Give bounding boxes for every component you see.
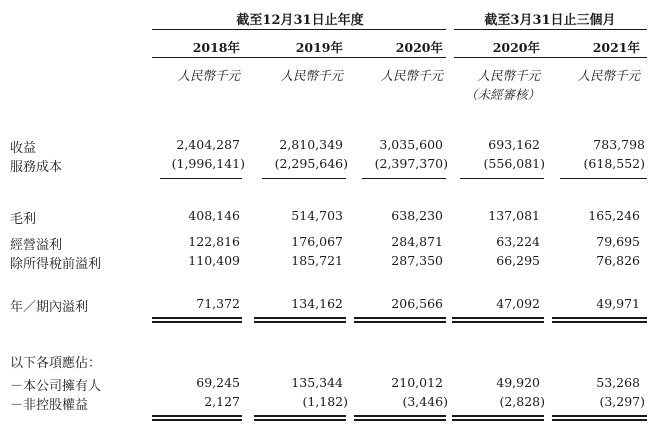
table-cell: 206,566 bbox=[391, 296, 443, 311]
row-label: －本公司擁有人 bbox=[10, 379, 102, 394]
total-double-rule bbox=[354, 419, 446, 421]
table-cell: 69,245 bbox=[196, 375, 240, 390]
total-double-rule bbox=[354, 317, 446, 319]
table-cell: 783,798 bbox=[593, 137, 645, 152]
table-cell: (1,182) bbox=[302, 394, 348, 409]
table-cell: (2,828) bbox=[499, 394, 545, 409]
section-label: 以下各項應佔： bbox=[10, 356, 102, 371]
total-double-rule bbox=[552, 419, 647, 421]
row-label: 經營溢利 bbox=[10, 238, 63, 253]
year-header: 2020年 bbox=[395, 40, 443, 55]
table-cell: 76,826 bbox=[596, 253, 640, 268]
table-cell: (2,397,370) bbox=[374, 156, 448, 171]
table-cell: 693,162 bbox=[488, 137, 540, 152]
table-cell: (3,297) bbox=[599, 394, 645, 409]
subtotal-rule bbox=[160, 178, 242, 179]
year-header: 2021年 bbox=[592, 40, 640, 55]
table-cell: 2,404,287 bbox=[176, 137, 240, 152]
table-cell: 176,067 bbox=[291, 234, 343, 249]
table-cell: 135,344 bbox=[291, 375, 343, 390]
total-double-rule bbox=[152, 419, 242, 421]
row-label: 毛利 bbox=[10, 212, 37, 227]
table-cell: 110,409 bbox=[188, 253, 240, 268]
total-double-rule bbox=[452, 415, 544, 417]
year-header: 2018年 bbox=[192, 40, 240, 55]
total-double-rule bbox=[152, 415, 242, 417]
table-cell: 47,092 bbox=[496, 296, 540, 311]
total-double-rule bbox=[254, 415, 346, 417]
unaudited-label: （未經審核） bbox=[464, 87, 540, 102]
table-cell: 53,268 bbox=[596, 375, 640, 390]
total-double-rule bbox=[152, 321, 242, 323]
table-cell: 408,146 bbox=[188, 208, 240, 223]
unit-label: 人民幣千元 bbox=[280, 68, 343, 83]
total-double-rule bbox=[452, 317, 544, 319]
table-cell: 185,721 bbox=[291, 253, 343, 268]
table-cell: 71,372 bbox=[196, 296, 240, 311]
unit-label: 人民幣千元 bbox=[577, 68, 640, 83]
year-header-rule bbox=[152, 57, 446, 58]
total-double-rule bbox=[552, 321, 647, 323]
table-cell: (1,996,141) bbox=[171, 156, 245, 171]
total-double-rule bbox=[552, 317, 647, 319]
total-double-rule bbox=[452, 321, 544, 323]
table-cell: (618,552) bbox=[583, 156, 645, 171]
total-double-rule bbox=[152, 317, 242, 319]
table-cell: 514,703 bbox=[291, 208, 343, 223]
total-double-rule bbox=[254, 317, 346, 319]
total-double-rule bbox=[552, 415, 647, 417]
total-double-rule bbox=[354, 415, 446, 417]
year-header-rule bbox=[454, 57, 647, 58]
table-cell: 3,035,600 bbox=[379, 137, 443, 152]
group-header-three-months: 截至3月31日止三個月 bbox=[484, 13, 616, 28]
table-cell: 137,081 bbox=[488, 208, 540, 223]
table-cell: 66,295 bbox=[496, 253, 540, 268]
table-cell: 134,162 bbox=[291, 296, 343, 311]
total-double-rule bbox=[254, 419, 346, 421]
row-label: 年／期內溢利 bbox=[10, 300, 89, 315]
total-double-rule bbox=[254, 321, 346, 323]
table-cell: (556,081) bbox=[483, 156, 545, 171]
table-cell: 49,971 bbox=[596, 296, 640, 311]
table-cell: 49,920 bbox=[496, 375, 540, 390]
row-label: 收益 bbox=[10, 141, 37, 156]
table-cell: 79,695 bbox=[596, 234, 640, 249]
unit-label: 人民幣千元 bbox=[177, 68, 240, 83]
table-cell: 2,810,349 bbox=[279, 137, 343, 152]
table-cell: (3,446) bbox=[402, 394, 448, 409]
table-cell: 122,816 bbox=[188, 234, 240, 249]
group-header-rule-q1 bbox=[454, 29, 647, 30]
row-label: 除所得稅前溢利 bbox=[10, 257, 102, 272]
subtotal-rule bbox=[262, 178, 346, 179]
total-double-rule bbox=[452, 419, 544, 421]
table-cell: 165,246 bbox=[588, 208, 640, 223]
table-cell: 210,012 bbox=[391, 375, 443, 390]
group-header-fiscal-year: 截至12月31日止年度 bbox=[236, 13, 364, 28]
table-cell: 638,230 bbox=[391, 208, 443, 223]
group-header-rule-fy bbox=[152, 29, 446, 30]
table-cell: (2,295,646) bbox=[274, 156, 348, 171]
year-header: 2019年 bbox=[295, 40, 343, 55]
table-cell: 287,350 bbox=[391, 253, 443, 268]
total-double-rule bbox=[354, 321, 446, 323]
year-header: 2020年 bbox=[492, 40, 540, 55]
row-label: －非控股權益 bbox=[10, 398, 89, 413]
row-label: 服務成本 bbox=[10, 160, 63, 175]
subtotal-rule bbox=[560, 178, 647, 179]
table-cell: 63,224 bbox=[496, 234, 540, 249]
unit-label: 人民幣千元 bbox=[477, 68, 540, 83]
table-cell: 284,871 bbox=[391, 234, 443, 249]
subtotal-rule bbox=[460, 178, 544, 179]
subtotal-rule bbox=[362, 178, 446, 179]
table-cell: 2,127 bbox=[204, 394, 240, 409]
unit-label: 人民幣千元 bbox=[380, 68, 443, 83]
